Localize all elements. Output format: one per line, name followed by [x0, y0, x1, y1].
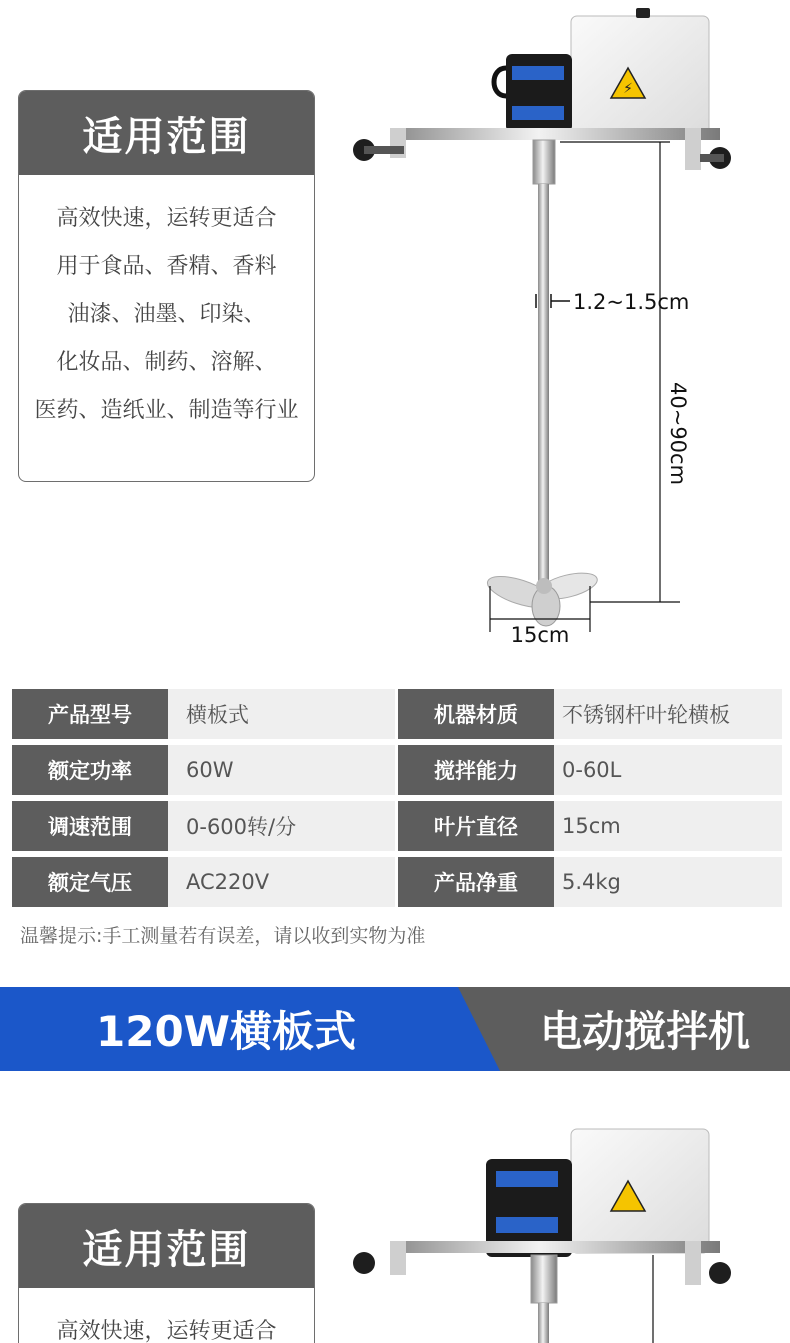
application-card-2	[18, 1203, 315, 1343]
application-line: 油漆、油墨、印染、	[67, 302, 266, 327]
banner-model-text: 120W横板式	[96, 1007, 356, 1056]
impeller-diameter-label: 15cm	[510, 623, 570, 647]
control-box	[571, 1129, 709, 1253]
spec-value: 5.4kg	[554, 857, 782, 907]
spec-label: 额定功率	[12, 745, 168, 795]
application-card-body	[19, 175, 314, 435]
application-line: 医药、造纸业、制造等行业	[34, 398, 299, 423]
motor	[494, 54, 572, 132]
mixer-product-drawing-2	[340, 1113, 780, 1343]
spec-value: 0-600转/分	[168, 801, 395, 851]
spec-row	[12, 801, 782, 851]
application-card-title: 适用范围	[19, 1204, 314, 1288]
spec-row	[12, 745, 782, 795]
spec-label: 机器材质	[398, 689, 554, 739]
application-line: 化妆品、制药、溶解、	[56, 350, 277, 375]
spec-value: 不锈钢杆叶轮横板	[554, 689, 782, 739]
spec-value: AC220V	[168, 857, 395, 907]
mixing-shaft	[531, 1255, 653, 1343]
svg-text:⚡: ⚡	[623, 81, 633, 97]
banner-product-text: 电动搅拌机	[539, 1007, 750, 1056]
spec-label: 额定气压	[12, 857, 168, 907]
mixer-product-drawing	[340, 0, 780, 660]
application-card	[18, 90, 315, 482]
spec-value: 横板式	[168, 689, 395, 739]
application-card-body	[19, 1288, 314, 1343]
spec-label: 叶片直径	[398, 801, 554, 851]
spec-table	[12, 689, 782, 913]
spec-row	[12, 689, 782, 739]
application-line: 用于食品、香精、香料	[56, 254, 277, 279]
application-card-title: 适用范围	[19, 91, 314, 175]
mixing-shaft	[533, 140, 555, 584]
spec-row	[12, 857, 782, 907]
product-banner	[0, 987, 790, 1071]
spec-label: 调速范围	[12, 801, 168, 851]
shaft-diameter-label: 1.2~1.5cm	[573, 290, 690, 314]
application-line: 高效快速，运转更适合	[56, 206, 277, 231]
shaft-length-dimension	[560, 142, 680, 602]
spec-label: 产品型号	[12, 689, 168, 739]
measurement-tip: 温馨提示:手工测量若有误差，请以收到实物为准	[20, 925, 426, 947]
application-line: 高效快速，运转更适合	[56, 1319, 277, 1343]
shaft-length-label: 40~90cm	[666, 382, 690, 486]
spec-value: 15cm	[554, 801, 782, 851]
spec-value: 60W	[168, 745, 395, 795]
spec-label: 搅拌能力	[398, 745, 554, 795]
spec-label: 产品净重	[398, 857, 554, 907]
control-box	[571, 8, 709, 138]
spec-value: 0-60L	[554, 745, 782, 795]
